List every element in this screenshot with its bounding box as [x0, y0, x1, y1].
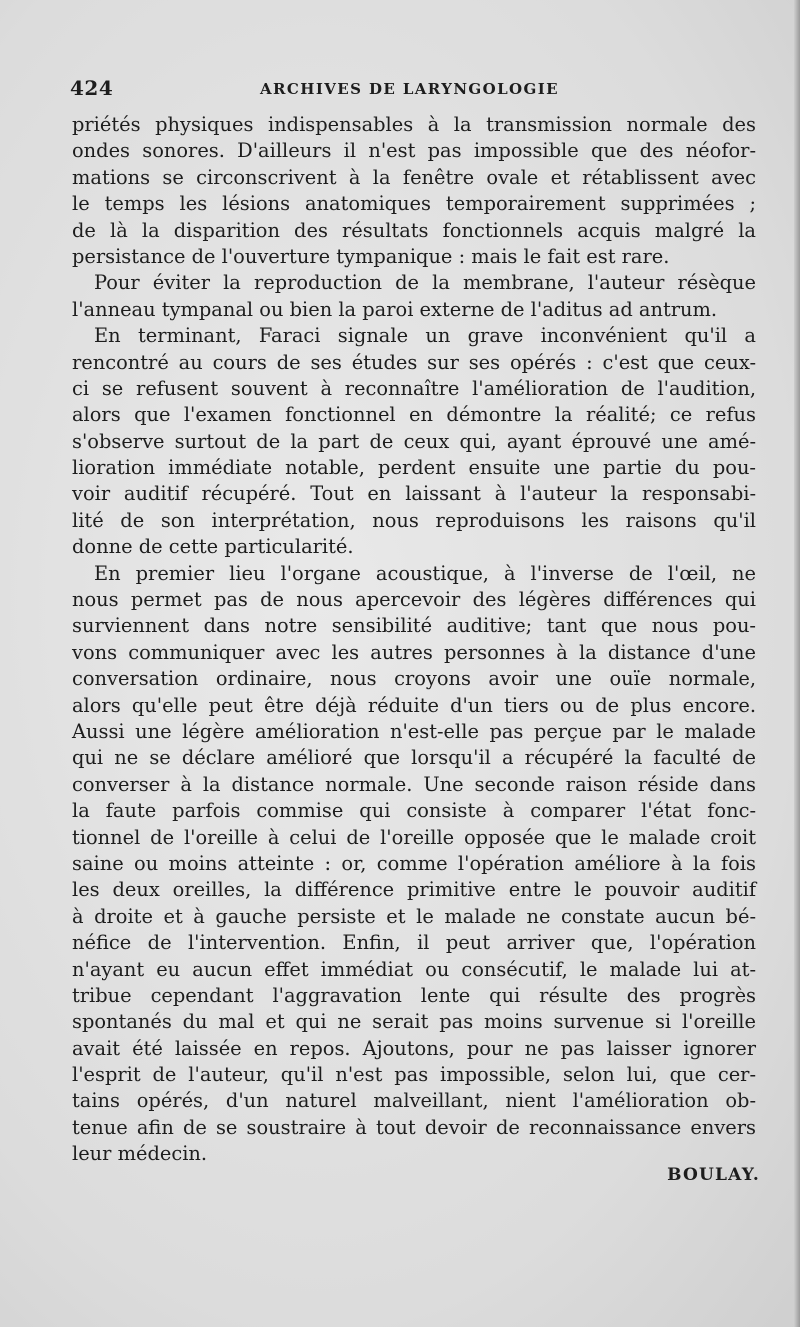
text-line: vons communiquer avec les autres personnes à la distance d'une	[72, 640, 756, 664]
text-line: leur médecin.	[72, 1142, 208, 1166]
text-line: l'esprit de l'auteur, qu'il n'est pas impossible, selon lui, que cer-	[72, 1063, 756, 1087]
text-line: nous permet pas de nous apercevoir des légères différences qui	[72, 588, 756, 612]
text-line: converser à la distance normale. Une seconde raison réside dans	[72, 772, 756, 796]
text-line: Pour éviter la reproduction de la membrane, l'auteur résèque	[94, 271, 756, 295]
text-line: avait été laissée en repos. Ajoutons, pour ne pas laisser ignorer	[72, 1036, 756, 1060]
text-line: de là la disparition des résultats fonctionnels acquis malgré la	[72, 218, 756, 242]
text-line: à droite et à gauche persiste et le malade ne constate aucun bé-	[72, 904, 756, 928]
text-line: la faute parfois commise qui consiste à comparer l'état fonc-	[72, 799, 756, 823]
text-line: lité de son interprétation, nous reproduisons les raisons qu'il	[72, 508, 756, 532]
text-line: mations se circonscrivent à la fenêtre ovale et rétablissent avec	[72, 165, 756, 189]
text-line: ci se refusent souvent à reconnaître l'amélioration de l'audition,	[72, 376, 756, 400]
text-line: tenue afin de se soustraire à tout devoir de reconnaissance envers	[72, 1115, 756, 1139]
text-line: le temps les lésions anatomiques temporairement supprimées ;	[72, 192, 756, 216]
text-line: s'observe surtout de la part de ceux qui, ayant éprouvé une amé-	[72, 429, 756, 453]
text-line: ondes sonores. D'ailleurs il n'est pas impossible que des néofor-	[72, 139, 756, 163]
text-line: saine ou moins atteinte : or, comme l'opération améliore à la fois	[72, 851, 756, 875]
author-signature: BOULAY.	[667, 1165, 760, 1185]
text-line: En premier lieu l'organe acoustique, à l'inverse de l'œil, ne	[94, 561, 756, 585]
text-line: qui ne se déclare amélioré que lorsqu'il a récupéré la faculté de	[72, 746, 756, 770]
text-line: lioration immédiate notable, perdent ensuite une partie du pou-	[72, 456, 756, 480]
text-line: l'anneau tympanal ou bien la paroi externe de l'aditus ad antrum.	[72, 297, 718, 321]
text-line: surviennent dans notre sensibilité auditive; tant que nous pou-	[72, 614, 756, 638]
text-line: En terminant, Faraci signale un grave inconvénient qu'il a	[94, 324, 756, 348]
text-line: alors qu'elle peut être déjà réduite d'un tiers ou de plus encore.	[72, 693, 756, 717]
text-line: donne de cette particularité.	[72, 535, 354, 559]
text-line: rencontré au cours de ses études sur ses opérés : c'est que ceux-	[72, 350, 756, 374]
page-header	[70, 76, 760, 102]
running-title: ARCHIVES DE LARYNGOLOGIE	[260, 80, 559, 98]
text-line: les deux oreilles, la différence primitive entre le pouvoir auditif	[72, 878, 756, 902]
body-text	[72, 112, 756, 1168]
text-line: néfice de l'intervention. Enfin, il peut arriver que, l'opération	[72, 931, 756, 955]
text-line: alors que l'examen fonctionnel en démontre la réalité; ce refus	[72, 403, 756, 427]
text-line: tains opérés, d'un naturel malveillant, nient l'amélioration ob-	[72, 1089, 756, 1113]
text-line: Aussi une légère amélioration n'est-elle pas perçue par le malade	[72, 719, 756, 743]
text-line: tionnel de l'oreille à celui de l'oreille opposée que le malade croit	[72, 825, 756, 849]
text-line: conversation ordinaire, nous croyons avoir une ouïe normale,	[72, 667, 756, 691]
text-line: priétés physiques indispensables à la transmission normale des	[72, 113, 756, 136]
page-number: 424	[70, 76, 114, 100]
text-line: tribue cependant l'aggravation lente qui résulte des progrès	[72, 983, 756, 1007]
text-line: voir auditif récupéré. Tout en laissant à l'auteur la responsabi-	[72, 482, 756, 506]
text-line: spontanés du mal et qui ne serait pas moins survenue si l'oreille	[72, 1010, 756, 1034]
text-line: persistance de l'ouverture tympanique : mais le fait est rare.	[72, 244, 670, 268]
text-line: n'ayant eu aucun effet immédiat ou consécutif, le malade lui at-	[72, 957, 756, 981]
page-edge-shadow	[794, 0, 800, 1327]
